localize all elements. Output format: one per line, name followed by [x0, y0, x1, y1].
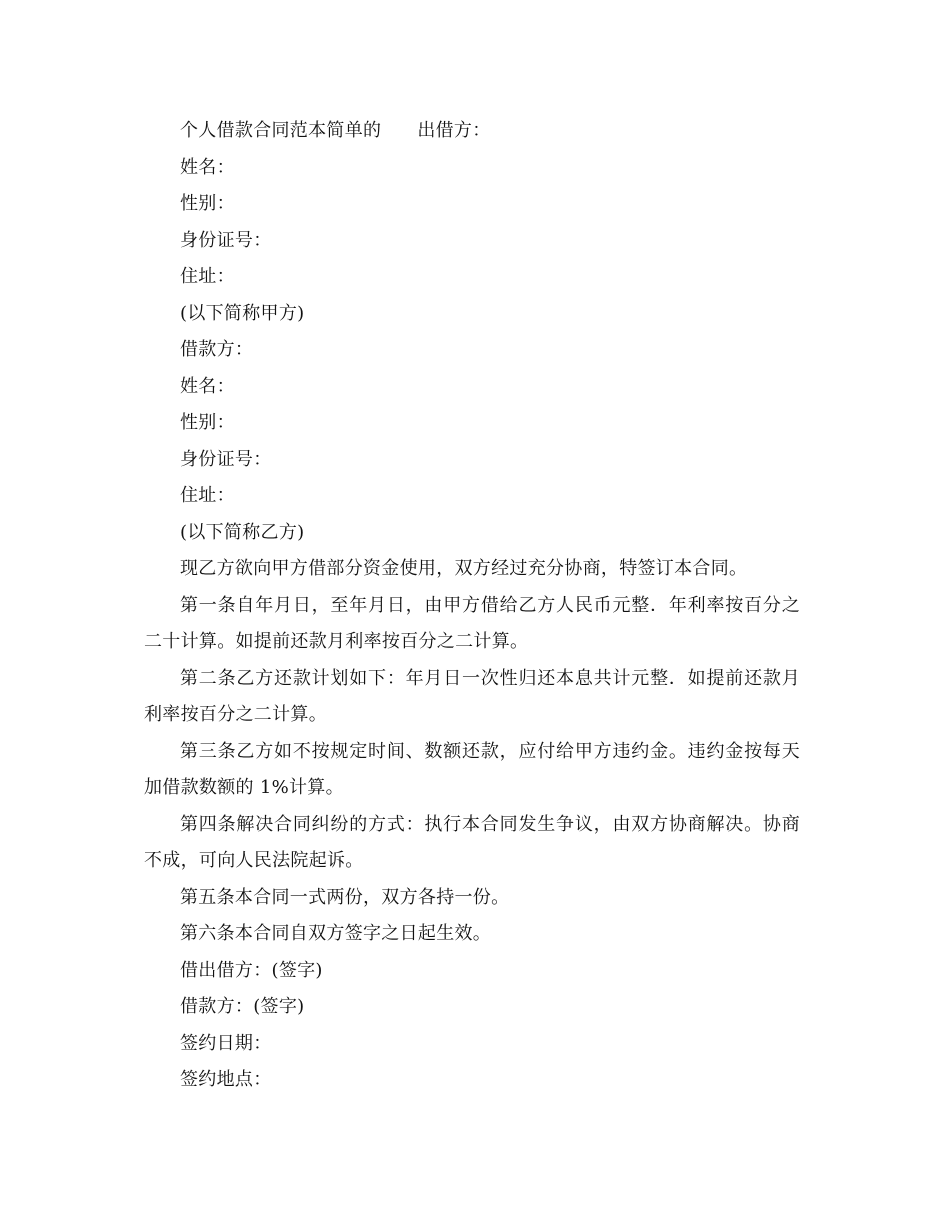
borrower-signature-line: 借款方：(签字): [180, 996, 305, 1017]
borrower-id-label: 身份证号：: [180, 448, 272, 470]
document-title: 个人借款合同范本简单的: [180, 120, 382, 141]
borrower-alias: (以下简称乙方): [180, 521, 305, 543]
lender-signature-line: 借出借方：(签字): [180, 959, 323, 981]
borrower-heading: 借款方：: [180, 339, 254, 360]
contract-body: [144, 113, 800, 1099]
title-line: [144, 113, 800, 150]
sign-place-label: 签约地点：: [180, 1069, 272, 1090]
borrower-name-label: 姓名：: [180, 375, 235, 397]
article-2: 第二条乙方还款计划如下：年月日一次性归还本息共计元整．如提前还款月利率按百分之二计算。: [144, 667, 800, 725]
article-3: 第三条乙方如不按规定时间、数额还款，应付给甲方违约金。违约金按每天加借款数额的 1%计算。: [144, 740, 800, 798]
lender-name-label: 姓名：: [180, 156, 235, 178]
sign-date-label: 签约日期：: [180, 1032, 272, 1054]
lender-gender-label: 性别：: [180, 193, 235, 214]
borrower-gender-label: 性别：: [180, 412, 235, 433]
intro-paragraph: 现乙方欲向甲方借部分资金使用，双方经过充分协商，特签订本合同。: [180, 558, 748, 579]
lender-id-label: 身份证号：: [180, 229, 272, 251]
lender-heading: 出借方：: [417, 120, 491, 141]
borrower-address-label: 住址：: [180, 485, 235, 506]
article-4: 第四条解决合同纠纷的方式：执行本合同发生争议，由双方协商解决。协商不成，可向人民法院起诉。: [144, 813, 800, 871]
lender-address-label: 住址：: [180, 266, 235, 287]
article-6: 第六条本合同自双方签字之日起生效。: [180, 923, 492, 944]
lender-alias: (以下简称甲方): [180, 302, 305, 324]
article-1: 第一条自年月日，至年月日，由甲方借给乙方人民币元整．年利率按百分之二十计算。如提前还款月利率按百分之二计算。: [144, 594, 800, 652]
article-5: 第五条本合同一式两份，双方各持一份。: [180, 886, 510, 908]
